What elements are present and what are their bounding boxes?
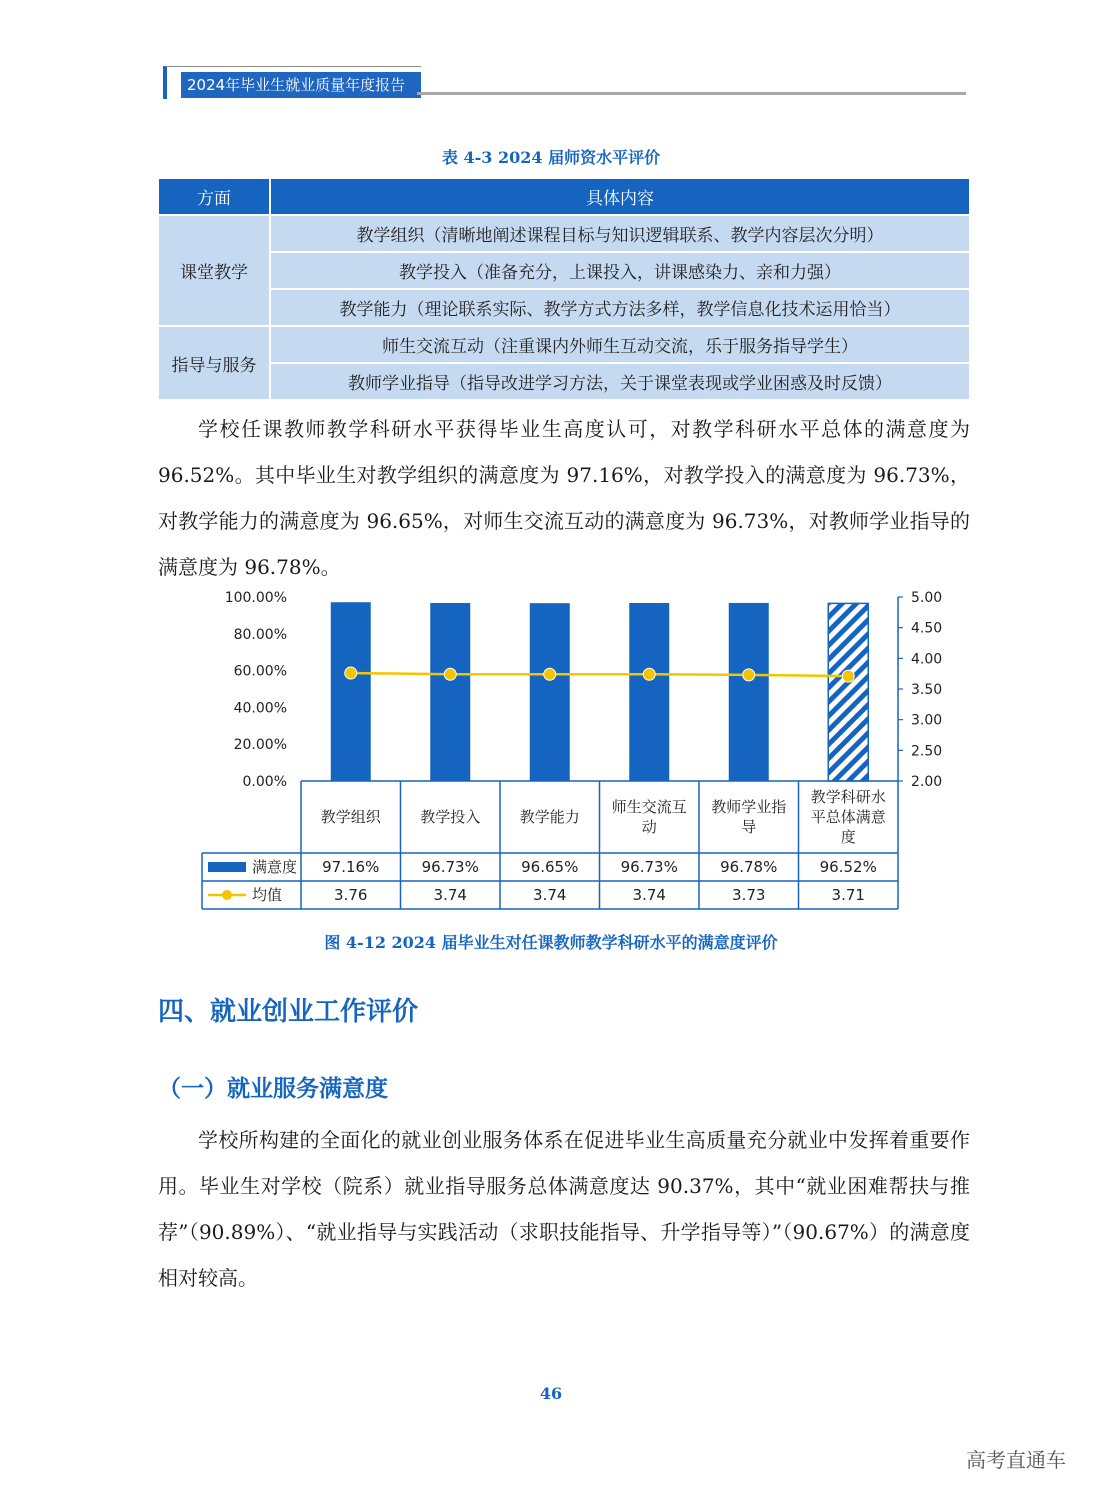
y-right-tick-label: 4.00 (911, 651, 943, 668)
data-label: 3.74 (632, 886, 666, 904)
line-point (643, 668, 655, 680)
x-tick-label: 教学投入 (420, 808, 481, 826)
data-label: 3.74 (433, 886, 467, 904)
paragraph-text: 学校所构建的全面化的就业创业服务体系在促进毕业生高质量充分就业中发挥着重要作用。毕业生对学校（院系）就业指导服务总体满意度达 90.37%，其中“就业困难帮扶与推荐”（90.89%）、“就业指导与实践活动（求职技能指导、升学指导等）”（90.67%）的满意度相对较高。 (158, 1128, 970, 1290)
paragraph-faculty-satisfaction (158, 406, 970, 590)
header-rule (417, 92, 966, 95)
bar (629, 603, 669, 781)
line-point (842, 670, 854, 682)
figure-caption: 图 4-12 2024 届毕业生对任课教师教学科研水平的满意度评价 (324, 933, 778, 952)
faculty-evaluation-table (159, 179, 969, 399)
bar (530, 603, 570, 781)
y-left-tick-label: 60.00% (233, 663, 287, 680)
y-left-tick-label: 100.00% (224, 590, 287, 606)
y-right-tick-label: 2.50 (911, 743, 943, 760)
legend-label: 满意度 (252, 858, 298, 876)
y-right-tick-label: 3.50 (911, 682, 943, 698)
y-left-tick-label: 20.00% (233, 737, 287, 754)
y-right-tick-label: 2.00 (911, 774, 943, 790)
section-heading: 四、就业创业工作评价 (158, 997, 419, 1027)
line-point (444, 668, 456, 680)
data-label: 3.74 (533, 886, 567, 904)
table-row (159, 325, 969, 362)
table-row (159, 288, 969, 325)
aspect-cell: 课堂教学 (159, 214, 271, 325)
line-point (544, 668, 556, 680)
y-right-tick-label: 5.00 (911, 590, 943, 606)
legend-line-marker (222, 890, 232, 900)
report-header (163, 66, 421, 99)
x-tick-label: 度 (840, 828, 856, 846)
data-label: 96.78% (720, 858, 778, 876)
watermark: 高考直通车 (966, 1448, 1066, 1472)
data-label: 3.71 (831, 886, 865, 904)
legend-label: 均值 (252, 886, 283, 904)
content-cell: 师生交流互动（注重课内外师生互动交流，乐于服务指导学生） (271, 325, 969, 362)
y-right-tick-label: 3.00 (911, 712, 943, 729)
table-row (159, 251, 969, 288)
x-tick-label: 动 (641, 818, 657, 836)
bar (331, 602, 371, 781)
y-right-tick-label: 4.50 (911, 620, 943, 637)
legend-bar-swatch (208, 862, 246, 872)
table-header-aspect: 方面 (159, 179, 271, 214)
content-cell: 教学投入（准备充分，上课投入，讲课感染力、亲和力强） (271, 251, 969, 288)
data-label: 3.76 (334, 886, 368, 904)
data-label: 97.16% (322, 858, 380, 876)
data-label: 96.73% (421, 858, 479, 876)
x-tick-label: 师生交流互 (611, 798, 687, 816)
data-label: 96.65% (521, 858, 579, 876)
y-left-tick-label: 0.00% (242, 774, 287, 790)
table-caption: 表 4-3 2024 届师资水平评价 (441, 148, 661, 167)
line-point (743, 669, 755, 681)
table-row (159, 362, 969, 399)
bar (729, 603, 769, 781)
x-tick-label: 平总体满意 (810, 808, 886, 826)
data-label: 3.73 (732, 886, 766, 904)
report-title: 2024年毕业生就业质量年度报告 (181, 72, 421, 98)
bar (828, 603, 868, 781)
x-tick-label: 教学组织 (320, 808, 381, 826)
y-left-tick-label: 80.00% (233, 626, 287, 643)
page-number: 46 (539, 1384, 563, 1403)
paragraph-text: 学校任课教师教学科研水平获得毕业生高度认可，对教学科研水平总体的满意度为 96.52%。其中毕业生对教学组织的满意度为 97.16%，对教学投入的满意度为 96.73%，对教学能力的满意度为 96.65%，对师生交流互动的满意度为 96.73%，对教师学业指导的满意度为 96.78%。 (158, 417, 970, 579)
satisfaction-chart (150, 585, 950, 915)
x-tick-label: 教师学业指 (711, 798, 787, 816)
data-label: 96.73% (620, 858, 678, 876)
data-label: 96.52% (819, 858, 877, 876)
series-line (351, 673, 849, 676)
x-tick-label: 导 (741, 818, 757, 836)
bar (430, 603, 470, 781)
y-left-tick-label: 40.00% (233, 700, 287, 717)
content-cell: 教师学业指导（指导改进学习方法，关于课堂表现或学业困惑及时反馈） (271, 362, 969, 399)
line-point (345, 667, 357, 679)
aspect-cell: 指导与服务 (159, 325, 271, 399)
subsection-heading: （一）就业服务满意度 (158, 1076, 388, 1102)
paragraph-employment-service (158, 1117, 970, 1301)
table-row (159, 214, 969, 251)
x-tick-label: 教学科研水 (810, 788, 886, 806)
content-cell: 教学能力（理论联系实际、教学方式方法多样，教学信息化技术运用恰当） (271, 288, 969, 325)
content-cell: 教学组织（清晰地阐述课程目标与知识逻辑联系、教学内容层次分明） (271, 214, 969, 251)
table-header-content: 具体内容 (271, 179, 969, 214)
x-tick-label: 教学能力 (519, 808, 580, 826)
